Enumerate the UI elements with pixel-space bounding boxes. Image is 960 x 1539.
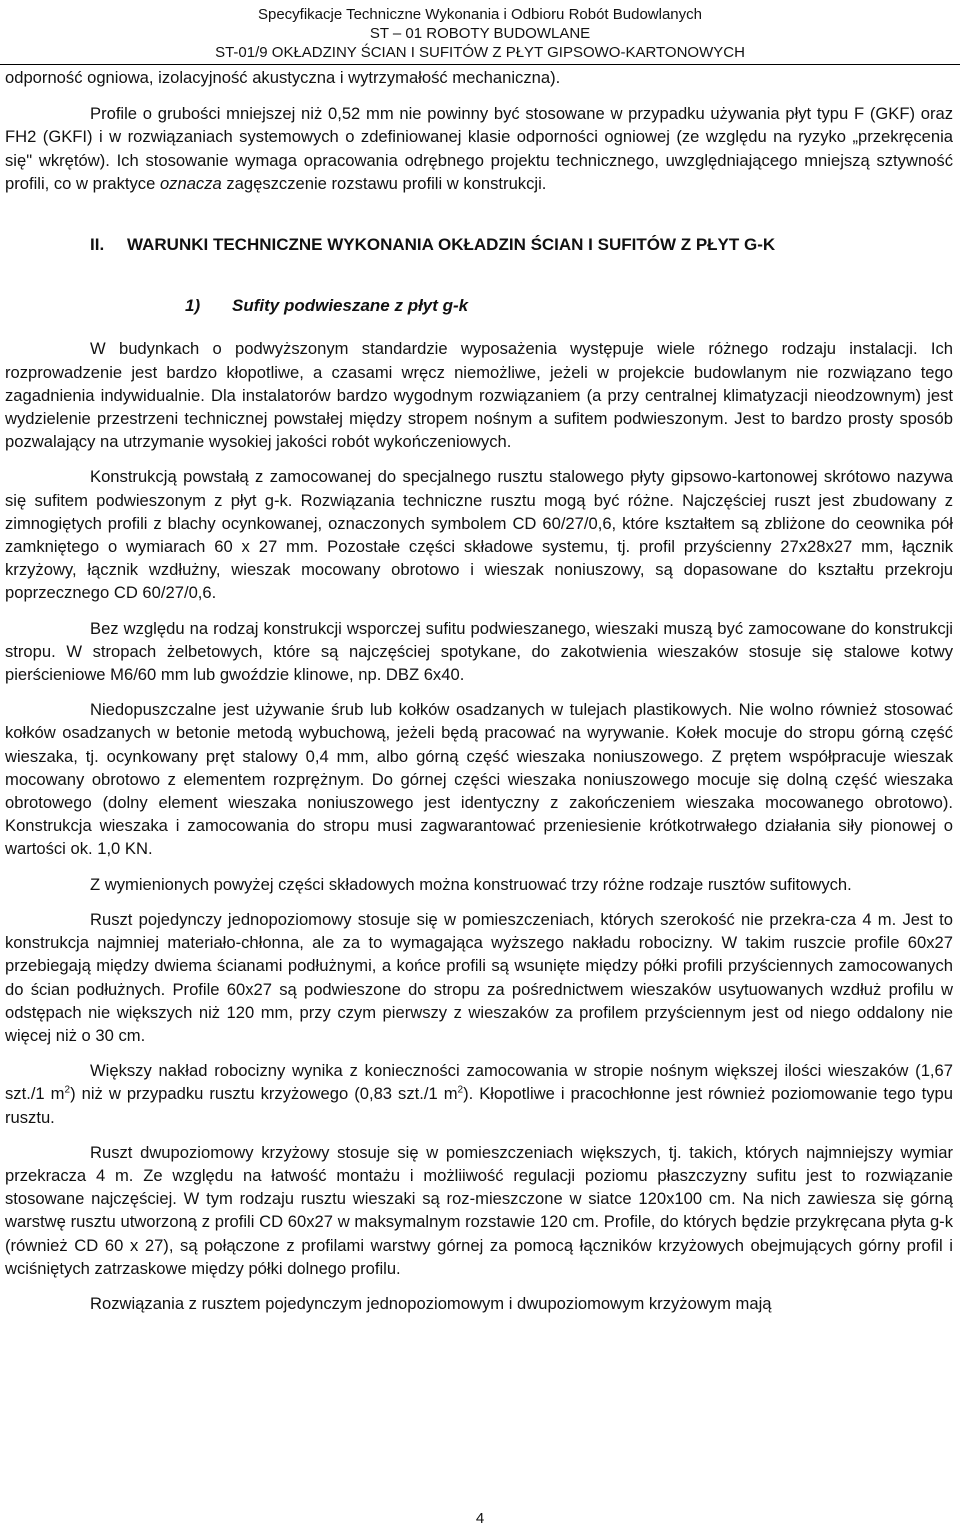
- paragraph-profiles-text: Profile o grubości mniejszej niż 0,52 mm nie powinny być stosowane w przypadku używania płyt typu F (GKF) oraz FH2 (GKFI) i w rozwiązaniach systemowych o zdefiniowanej klasie odporności ogniowej (ze względu na ryzyko „przekręcenia się" wkrętów). Ich stosowanie wymaga opracowania odrębnego projektu technicznego, uwzględniającego mniejszą sztywność profili, co w praktyce: [5, 104, 953, 193]
- section-heading: [5, 233, 953, 256]
- subsection-title: Sufity podwieszane z płyt g-k: [232, 296, 469, 316]
- paragraph-single-grid: Ruszt pojedynczy jednopoziomowy stosuje się w pomieszczeniach, których szerokość nie przekra-cza 4 m. Jest to konstrukcja najmniej materiało-chłonna, ale za to wymagająca wyższego nakładu robocizny. W takim ruszcie profile 60x27 przebiegają między dwiema ścianami podłużnymi, a końce profili są wsunięte między półki profili przyściennych zamocowanych do ścian podłużnych. Profile 60x27 są podwieszone do stropu za pośrednictwem wieszaków usytuowanych wzdłuż profilu w odstępach nie większych niż 120 mm, przy czym pierwszy z wieszaków za profilem przyściennym jest od niego oddalony nie więcej niż o 30 cm.: [5, 909, 953, 1045]
- paragraph-profiles-emphasis: oznacza: [159, 173, 222, 193]
- header-divider: [0, 64, 960, 65]
- page-header: [0, 5, 960, 62]
- paragraph-solutions: Rozwiązania z rusztem pojedynczym jednopoziomowym i dwupoziomowym krzyżowym mają: [90, 1293, 772, 1313]
- subsection-number: 1): [185, 296, 201, 316]
- paragraph-anchors: Niedopuszczalne jest używanie śrub lub kołków osadzanych w tulejach plastikowych. Nie wolno również stosować kołków osadzanych w betonie metodą wybuchową, jeżeli będą pracować na wyrywanie. Kołek mocuje do stropu górną część wieszaka, tj. ocynkowany pręt stalowy 0,4 mm, albo górną część wieszaka noniuszowego. Z prętem współpracuje wieszak mocowany obrotowo z elementem rozprężnym. Do górnej części wieszaka noniuszowego mocuje się dolną część wieszaka obrotowego (dolny element wieszaka noniuszowego jest identyczny z zakończeniem wieszaka mocowanego obrotowo). Konstrukcja wieszaka i zamocowania do stropu musi zagwarantować przeniesienie krótkotrwałego działania siły pionowej o wartości ok. 1,0 KN.: [5, 700, 953, 859]
- superscript-squared: 2: [457, 1084, 464, 1096]
- page-number: 4: [475, 1510, 485, 1527]
- section-number: II.: [90, 235, 105, 255]
- paragraph-construction: Konstrukcją powstałą z zamocowanej do specjalnego rusztu stalowego płyty gipsowo-kartonowej skrótowo nazywa się sufitem podwieszonym z płyt g-k. Rozwiązania techniczne rusztu mogą być różne. Najczęściej ruszt jest zbudowany z zimnogiętych profili z blachy ocynkowanej, oznaczonych symbolem CD 60/27/0,6, które kształtem są zbliżone do ceownika pół zamkniętego o wymiarach 60 x 27 mm. Pozostałe części składowe systemu, tj. profil przyścienny 27x28x27 mm, łącznik krzyżowy, łącznik wzdłużny, wieszak mocowany obrotowo i wieszak noniuszowy, są dopasowane do kształtu przekroju poprzecznego CD 60/27/0,6.: [5, 467, 953, 603]
- header-line-3: ST-01/9 OKŁADZINY ŚCIAN I SUFITÓW Z PŁYT GIPSOWO-KARTONOWYCH: [215, 44, 745, 61]
- paragraph-labour-text-c: ). Kłopotliwe i pracochłonne jest również poziomowanie tego typu rusztu.: [5, 1084, 954, 1127]
- paragraph-labour-text-b: ) niż w przypadku rusztu krzyżowego (0,83 szt./1 m: [70, 1084, 458, 1104]
- document-body: [5, 66, 953, 1315]
- paragraph-double-grid: Ruszt dwupoziomowy krzyżowy stosuje się w pomieszczeniach większych, tj. takich, których najmniejszy wymiar przekracza 4 m. Ze względu na łatwość montażu i możliiwość regulacji poziomu płaszczyzny sufitu jest to rozwiązanie stosowane najczęściej. W tym rodzaju rusztu wieszaki są roz-mieszczone w siatce 120x100 cm. Na nich zawiesza się górną warstwę rusztu utworzoną z profili CD 60x27 w maksymalnym rozstawie 120 cm. Profile, do których będzie przykręcana płyta g-k (również CD 60 x 27), są połączone z profilami warstwy górnej za pomocą łączników krzyżowych obejmujących górny profil i wciśniętych zatrzaskowe między półki dolnego profilu.: [5, 1142, 953, 1278]
- paragraph-profiles-end: zagęszczenie rozstawu profili w konstrukcji.: [221, 173, 547, 193]
- paragraph-continuation: odporność ogniowa, izolacyjność akustyczna i wytrzymałość mechaniczna).: [5, 68, 561, 87]
- header-line-2: ST – 01 ROBOTY BUDOWLANE: [369, 25, 591, 42]
- subsection-heading: [5, 294, 953, 317]
- header-line-1: Specyfikacje Techniczne Wykonania i Odbioru Robót Budowlanych: [257, 6, 702, 23]
- paragraph-profiles: [5, 102, 953, 195]
- paragraph-grid-types: Z wymienionych powyżej części składowych można konstruować trzy różne rodzaje rusztów sufitowych.: [90, 874, 852, 894]
- superscript-squared: 2: [64, 1084, 71, 1096]
- paragraph-installations: W budynkach o podwyższonym standardzie wyposażenia występuje wiele różnego rodzaju instalacji. Ich rozprowadzenie jest bardzo kłopotliwe, a czasami wręcz niemożliwe, jeżeli w projekcie budowlanym nie rozwiązano tego zagadnienia indywidualnie. Dla instalatorów bardzo wygodnym rozwiązaniem (a przy centralnej klimatyzacji nieodzownym) jest wydzielenie przestrzeni technicznej powstałej między stropem nośnym a sufitem podwieszonym. Jest to bardzo prosty sposób pozwalający na utrzymanie wysokiej jakości robót wykończeniowych.: [5, 339, 953, 452]
- paragraph-labour: [5, 1059, 953, 1129]
- paragraph-mounting: Bez względu na rodzaj konstrukcji wsporczej sufitu podwieszanego, wieszaki muszą być zamocowane do konstrukcji stropu. W stropach żelbetowych, które są najczęściej spotykane, do zakotwienia wieszaków stosuje się stalowe kotwy pierścieniowe M6/60 mm lub gwoździe klinowe, np. DBZ 6x40.: [5, 618, 953, 685]
- section-title: WARUNKI TECHNICZNE WYKONANIA OKŁADZIN ŚCIAN I SUFITÓW Z PŁYT G-K: [127, 235, 776, 255]
- paragraph-labour-text-a: Większy nakład robocizny wynika z konieczności zamocowania w stropie nośnym większej ilości wieszaków (1,67 szt./1 m: [5, 1061, 953, 1104]
